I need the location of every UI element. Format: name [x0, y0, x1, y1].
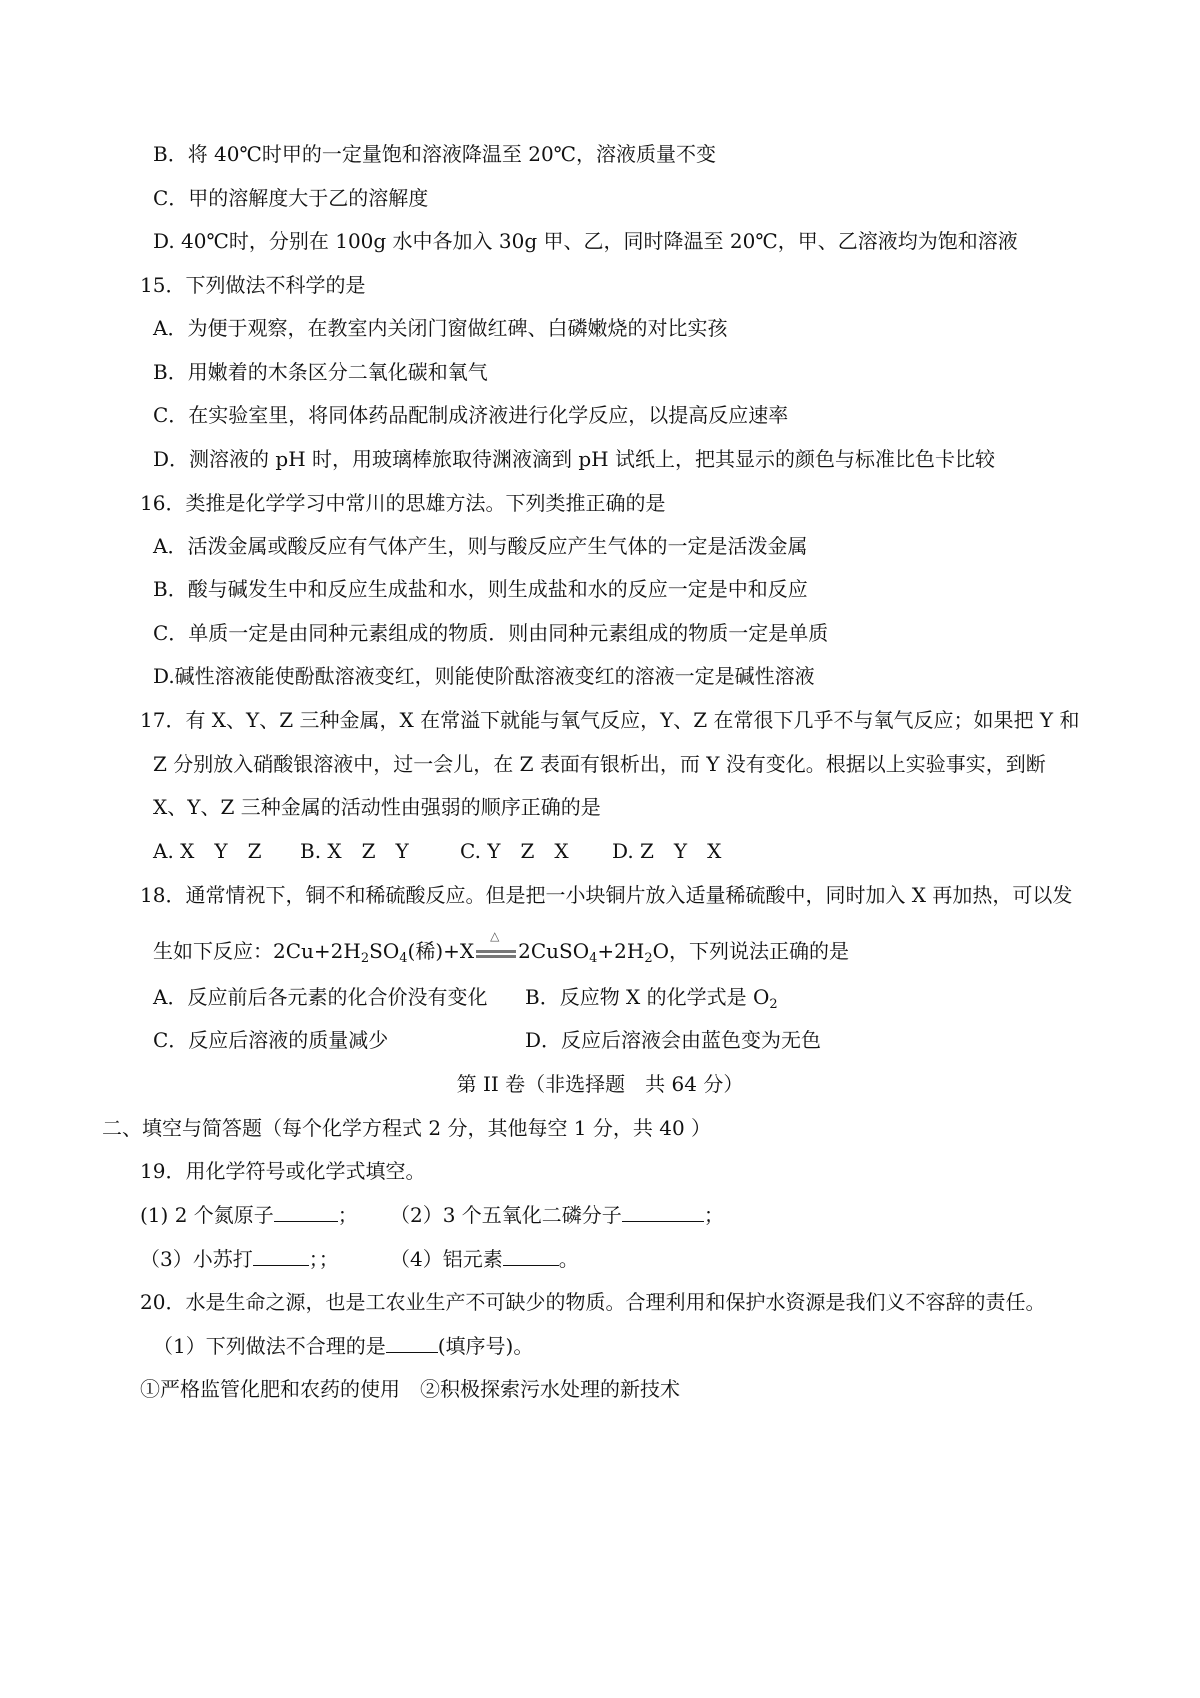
- part-heading: 二、填空与简答题（每个化学方程式 2 分，其他每空 1 分，共 40 ）: [102, 1116, 712, 1140]
- q17-option-c: C. Y Z X: [460, 839, 569, 863]
- q16-option-b: B．酸与碱发生中和反应生成盐和水，则生成盐和水的反应一定是中和反应: [153, 577, 808, 601]
- answer-blank[interactable]: [253, 1247, 309, 1266]
- part-label: （1）下列做法不合理的是: [153, 1334, 386, 1358]
- q20-part1: [153, 1333, 533, 1359]
- equation-part: (稀)+X: [407, 939, 475, 963]
- equation-part: 2CuSO: [518, 939, 590, 963]
- part-label: （2）3 个五氧化二磷分子: [390, 1203, 622, 1227]
- punctuation: 。: [558, 1247, 579, 1271]
- q18-option-c: C．反应后溶液的质量减少: [153, 1028, 389, 1052]
- q20-options: ①严格监管化肥和农药的使用 ②积极探索污水处理的新技术: [140, 1377, 680, 1401]
- q18-equation-line: [153, 929, 850, 972]
- q17-stem-line2: Z 分别放入硝酸银溶液中，过一会儿，在 Z 表面有银析出，而 Y 没有变化。根据以上实验事实，到断: [153, 752, 1046, 776]
- q18-option-b: [525, 984, 778, 1018]
- answer-blank[interactable]: [274, 1203, 338, 1222]
- q16-option-a: A．活泼金属或酸反应有气体产生，则与酸反应产生气体的一定是活泼金属: [153, 534, 808, 558]
- q16-option-c: C．单质一定是由同种元素组成的物质．则由同种元素组成的物质一定是单质: [153, 621, 829, 645]
- q18-stem-line1: 18．通常情祝下，铜不和稀硫酸反应。但是把一小块铜片放入适量稀硫酸中，同时加入 X 再加热，可以发: [140, 883, 1073, 907]
- part-suffix: (填序号)。: [437, 1334, 534, 1358]
- part-label: （4）铝元素: [390, 1247, 503, 1271]
- q19-stem: 19．用化学符号或化学式填空。: [140, 1159, 426, 1183]
- equation-part: SO: [369, 939, 400, 963]
- punctuation: ；；: [308, 1247, 339, 1271]
- q17-option-b: B. X Z Y: [300, 839, 409, 863]
- answer-blank[interactable]: [503, 1247, 559, 1266]
- q18-option-a: A．反应前后各元素的化合价没有变化: [153, 985, 488, 1009]
- subscript: 4: [399, 951, 408, 966]
- q19-part4: [390, 1246, 579, 1272]
- punctuation: ；: [337, 1203, 358, 1227]
- option-text: B．反应物 X 的化学式是 O: [525, 985, 770, 1009]
- q19-part1: [140, 1202, 358, 1228]
- part-label: (1) 2 个氮原子: [140, 1203, 274, 1227]
- q14-option-d: D. 40℃时，分别在 100g 水中各加入 30g 甲、乙，同时降温至 20℃，甲、乙溶液均为饱和溶液: [153, 229, 1018, 253]
- subscript: 2: [769, 997, 778, 1012]
- answer-blank[interactable]: [622, 1203, 704, 1222]
- q16-option-d: D.碱性溶液能使酚酞溶液变红，则能使阶酞溶液变红的溶液一定是碱性溶液: [153, 664, 815, 688]
- heating-equals-sign: [474, 929, 518, 964]
- q17-stem-line3: X、Y、Z 三种金属的活动性由强弱的顺序正确的是: [153, 795, 601, 819]
- subscript: 2: [360, 951, 370, 966]
- equation-part: +2H: [597, 939, 645, 963]
- subscript: 4: [589, 951, 598, 966]
- q19-part3: [140, 1246, 339, 1272]
- q20-stem: 20．水是生命之源，也是工农业生产不可缺少的物质。合理利用和保护水资源是我们义不容辞的责任。: [140, 1290, 1046, 1314]
- q15-option-d: D．测溶液的 pH 时，用玻璃棒旅取待渊液滴到 pH 试纸上，把其显示的颜色与标准比色卡比较: [153, 447, 995, 471]
- answer-blank[interactable]: [386, 1334, 438, 1353]
- q15-stem: 15．下列做法不科学的是: [140, 273, 366, 297]
- subscript: 2: [644, 951, 653, 966]
- equation-part: O，下列说法正确的是: [652, 939, 850, 963]
- section-title: 第 II 卷（非选择题 共 64 分）: [456, 1072, 744, 1096]
- q15-option-c: C．在实验室里，将同体药品配制成济液进行化学反应，以提高反应速率: [153, 403, 789, 427]
- q15-option-a: A．为便于观察，在教室内关闭门窗做红碑、白磷嫩烧的对比实孩: [153, 316, 728, 340]
- q16-stem: 16．类推是化学学习中常川的思雄方法。下列类推正确的是: [140, 491, 666, 515]
- equation-prefix: 生如下反应：2Cu+2H: [153, 939, 361, 963]
- q14-option-b: B．将 40℃时甲的一定量饱和溶液降温至 20℃，溶液质量不变: [153, 142, 717, 166]
- punctuation: ；: [703, 1203, 724, 1227]
- q15-option-b: B．用嫩着的木条区分二氧化碳和氧气: [153, 360, 488, 384]
- part-label: （3）小苏打: [140, 1247, 253, 1271]
- q19-part2: [390, 1202, 724, 1228]
- q17-stem-line1: 17．有 X、Y、Z 三种金属，X 在常溢下就能与氧气反应，Y、Z 在常很下几乎不与氧气反应；如果把 Y 和: [140, 708, 1080, 732]
- q17-option-d: D. Z Y X: [612, 839, 722, 863]
- q14-option-c: C．甲的溶解度大于乙的溶解度: [153, 186, 429, 210]
- q17-option-a: A. X Y Z: [153, 839, 262, 863]
- q18-option-d: D．反应后溶液会由蓝色变为无色: [525, 1028, 822, 1052]
- heat-triangle-icon: △: [490, 929, 500, 943]
